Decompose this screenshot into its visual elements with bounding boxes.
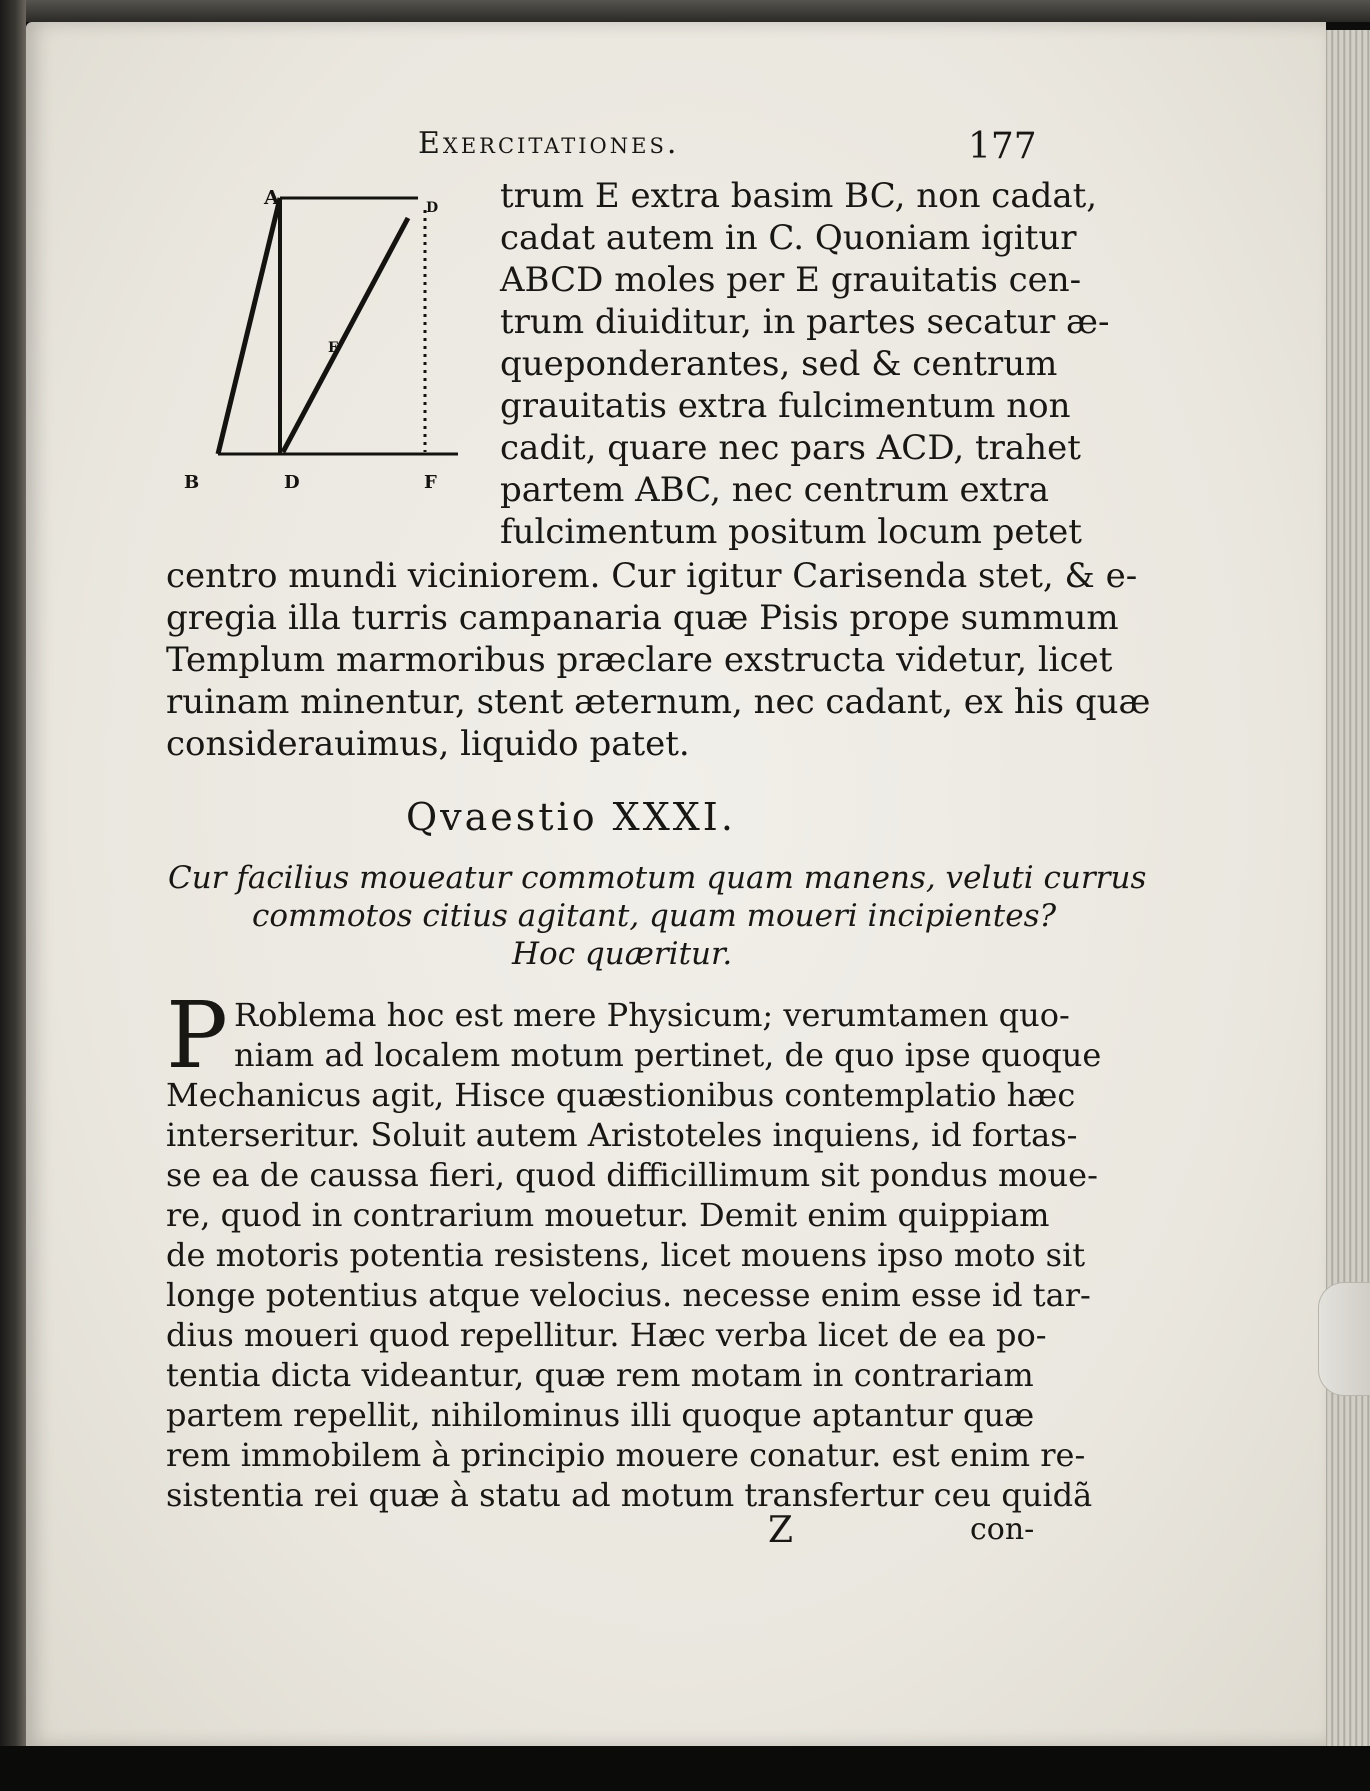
- scan-bottom-background: [0, 1746, 1370, 1791]
- wrapped-line: grauitatis extra fulcimentum non: [500, 386, 1071, 426]
- body-line: sistentia rei quæ à statu ad motum transfertur ceu quidã: [166, 1476, 1093, 1514]
- drop-cap: P: [166, 982, 228, 1089]
- paragraph-line: gregia illa turris campanaria quæ Pisis prope summum: [166, 598, 1119, 638]
- figure-label-D-top: D: [426, 200, 439, 216]
- running-title: Exercitationes.: [418, 126, 680, 161]
- figure-label-A: A: [264, 190, 280, 209]
- wrapped-line: trum diuiditur, in partes secatur æ-: [500, 302, 1110, 342]
- figure-label-F: F: [424, 472, 437, 493]
- body-line: de motoris potentia resistens, licet mouens ipso moto sit: [166, 1236, 1086, 1274]
- body-line: interseritur. Soluit autem Aristoteles inquiens, id fortas-: [166, 1116, 1078, 1154]
- body-line: niam ad localem motum pertinet, de quo ipse quoque: [234, 1036, 1102, 1074]
- paragraph-line: ruinam minentur, stent æternum, nec cadant, ex his quæ: [166, 682, 1151, 722]
- figure-line-AB: [218, 198, 280, 454]
- body-line: rem immobilem à principio mouere conatur. est enim re-: [166, 1436, 1086, 1474]
- book-gutter: [0, 0, 26, 1791]
- page-number: 177: [968, 126, 1037, 167]
- catchword: con-: [970, 1512, 1035, 1547]
- body-line: partem repellit, nihilominus illi quoque aptantur quæ: [166, 1396, 1035, 1434]
- figure-line-diagonal: [283, 218, 408, 452]
- question-line: Cur facilius moueatur commotum quam manens, veluti currus: [168, 860, 1147, 896]
- figure-label-B: B: [184, 472, 200, 493]
- wrapped-line: cadat autem in C. Quoniam igitur: [500, 218, 1077, 258]
- figure-label-E: E: [328, 340, 339, 356]
- wrapped-line: fulcimentum positum locum petet: [500, 512, 1082, 552]
- body-line: longe potentius atque velocius. necesse enim esse id tar-: [166, 1276, 1091, 1314]
- paragraph-line: Templum marmoribus præclare exstructa videtur, licet: [166, 640, 1113, 680]
- signature-mark: Z: [768, 1510, 794, 1551]
- wrapped-line: ABCD moles per E grauitatis cen-: [500, 260, 1082, 300]
- page-clip: [1318, 1282, 1370, 1396]
- wrapped-line: cadit, quare nec pars ACD, trahet: [500, 428, 1081, 468]
- body-line: re, quod in contrarium mouetur. Demit enim quippiam: [166, 1196, 1050, 1234]
- body-line: dius moueri quod repellitur. Hæc verba licet de ea po-: [166, 1316, 1047, 1354]
- wrapped-line: partem ABC, nec centrum extra: [500, 470, 1049, 510]
- body-line: tentia dicta videantur, quæ rem motam in contrariam: [166, 1356, 1034, 1394]
- wrapped-line: queponderantes, sed & centrum: [500, 344, 1058, 384]
- body-line: Roblema hoc est mere Physicum; verumtamen quo-: [234, 996, 1070, 1034]
- book-top-edge: [0, 0, 1370, 22]
- wrapped-line: trum E extra basim BC, non cadat,: [500, 176, 1098, 216]
- question-line: commotos citius agitant, quam moueri incipientes?: [252, 898, 1057, 934]
- question-line: Hoc quæritur.: [512, 936, 733, 972]
- paragraph-line: centro mundi viciniorem. Cur igitur Carisenda stet, & e-: [166, 556, 1138, 596]
- body-line: se ea de caussa fieri, quod difficillimum sit pondus moue-: [166, 1156, 1098, 1194]
- figure-label-D-bottom: D: [284, 472, 300, 493]
- paragraph-line: considerauimus, liquido patet.: [166, 724, 690, 764]
- body-line: Mechanicus agit, Hisce quæstionibus contemplatio hæc: [166, 1076, 1076, 1114]
- question-title: Qvaestio XXXI.: [406, 795, 736, 839]
- geometric-figure: [180, 190, 480, 520]
